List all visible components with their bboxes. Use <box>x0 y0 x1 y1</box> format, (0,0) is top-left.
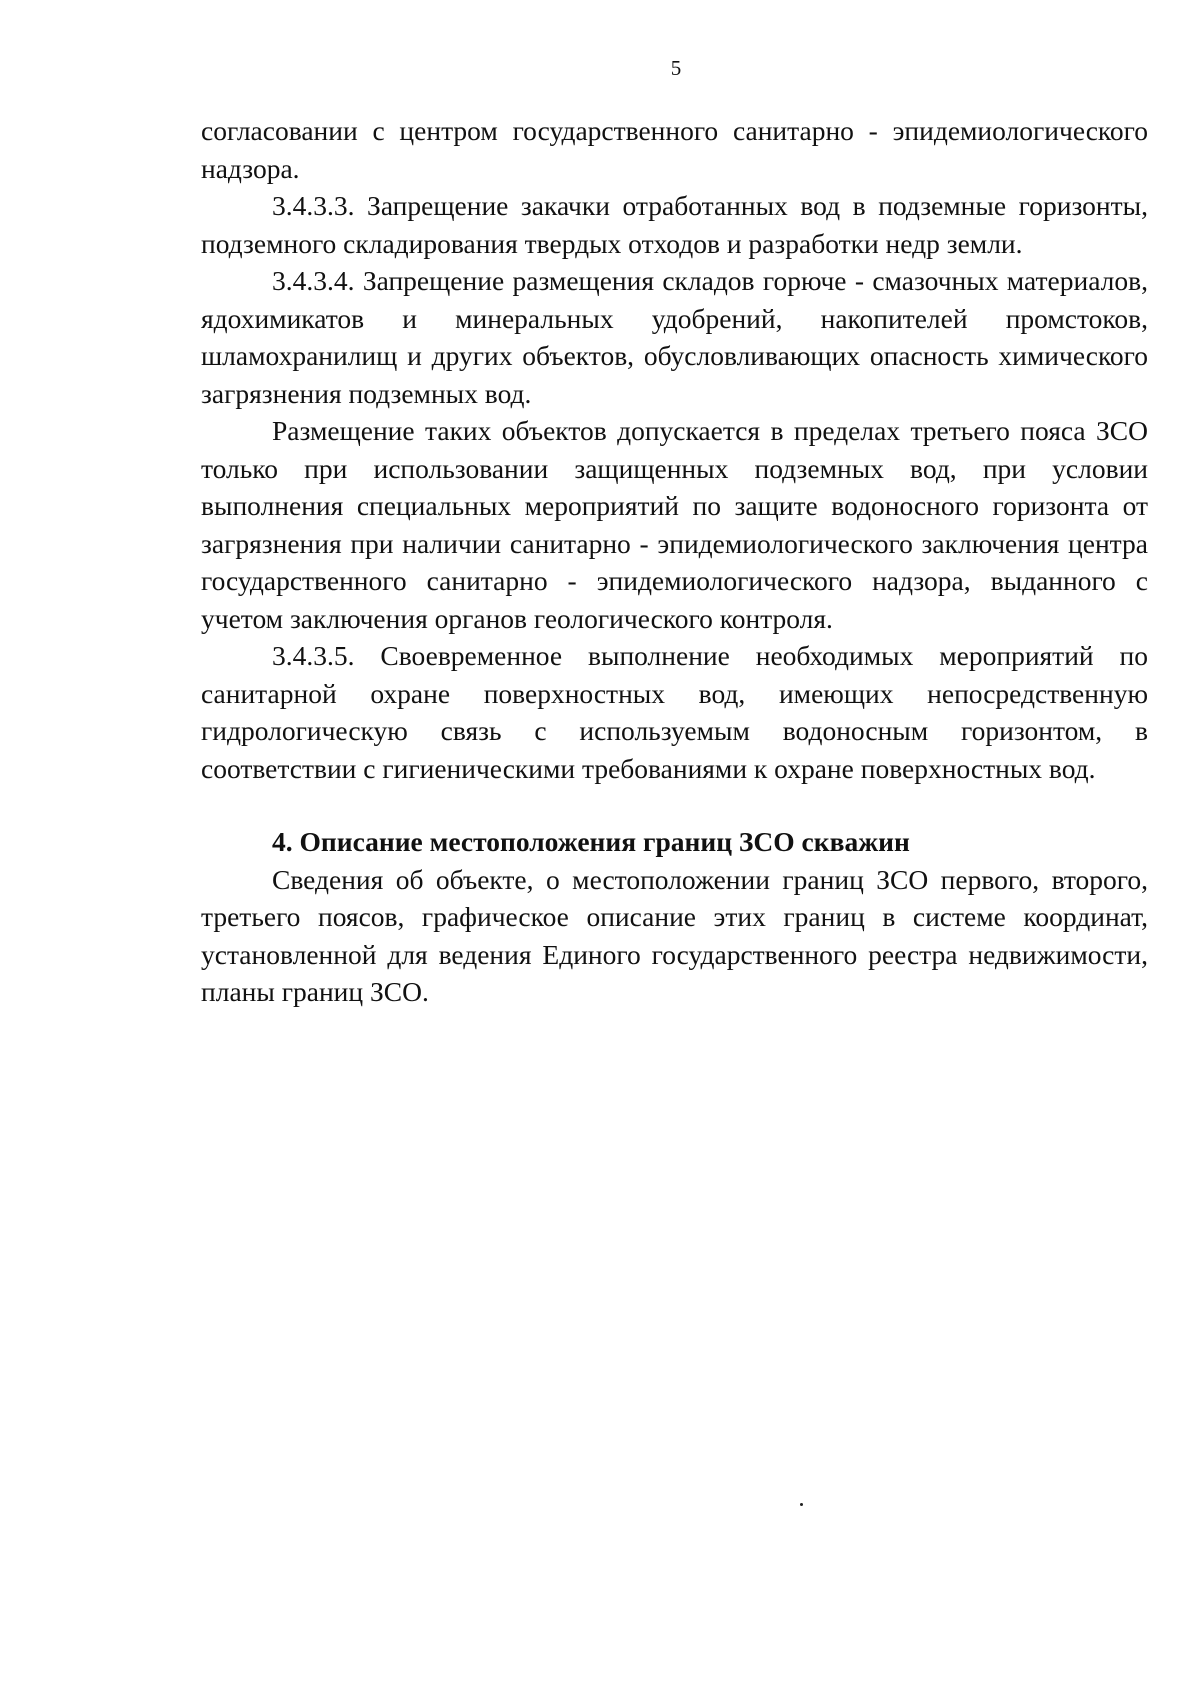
paragraph-continuation: согласовании с центром государственного санитарно - эпидемиологического надзора. <box>201 115 1148 184</box>
document-body <box>201 112 1148 1011</box>
paragraph-3-4-3-3: 3.4.3.3. Запрещение закачки отработанных вод в подземные горизонты, подземного складирования твердых отходов и разработки недр земли. <box>201 190 1148 259</box>
paragraph-3-4-3-5: 3.4.3.5. Своевременное выполнение необходимых мероприятий по санитарной охране поверхностных вод, имеющих непосредственную гидрологическую связь с используемым водоносным горизонтом, в соответствии с гигиеническими требованиями к охране поверхностных вод. <box>201 640 1148 784</box>
page-number: 5 <box>670 56 682 80</box>
stray-dot-mark <box>800 1503 803 1506</box>
section-4-heading: 4. Описание местоположения границ ЗСО скважин <box>272 826 910 857</box>
paragraph-placement-conditions: Размещение таких объектов допускается в пределах третьего пояса ЗСО только при использовании защищенных подземных вод, при условии выполнения специальных мероприятий по защите водоносного горизонта от загрязнения при наличии санитарно - эпидемиологического заключения центра государственного санитарно - эпидемиологического надзора, выданного с учетом заключения органов геологического контроля. <box>201 415 1148 634</box>
section-4-text: Сведения об объекте, о местоположении границ ЗСО первого, второго, третьего поясов, графическое описание этих границ в системе координат, установленной для ведения Единого государственного реестра недвижимости, планы границ ЗСО. <box>201 863 1148 1007</box>
paragraph-3-4-3-4: 3.4.3.4. Запрещение размещения складов горюче - смазочных материалов, ядохимикатов и минеральных удобрений, накопителей промстоков, шламохранилищ и других объектов, обусловливающих опасность химического загрязнения подземных вод. <box>201 265 1148 409</box>
